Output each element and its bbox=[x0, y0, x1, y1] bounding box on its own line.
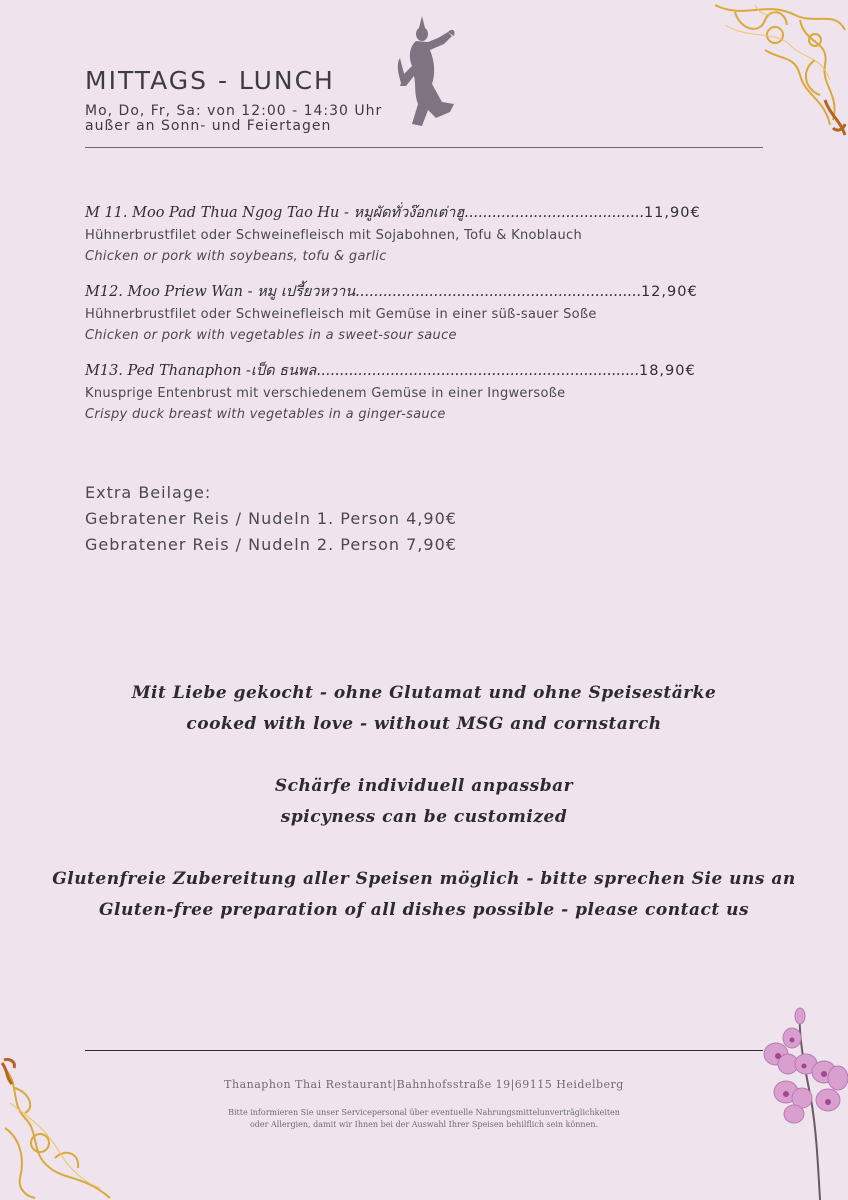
footer-divider bbox=[85, 1050, 763, 1051]
dish-price: 18,90€ bbox=[638, 363, 696, 379]
note-gluten-de: Glutenfreie Zubereitung aller Speisen möglich - bitte sprechen Sie uns an bbox=[52, 869, 796, 889]
dot-leader: ....................................... bbox=[464, 205, 644, 221]
menu-item-title bbox=[85, 203, 775, 223]
dish-price: 11,90€ bbox=[643, 205, 701, 221]
kitchen-notes bbox=[0, 678, 848, 926]
page-title: MITTAGS - LUNCH bbox=[85, 66, 335, 95]
dish-name: M12. Moo Priew Wan - หมู เปรี้ยวหวาน bbox=[85, 284, 356, 300]
hours-exception: außer an Sonn- und Feiertagen bbox=[85, 118, 332, 134]
gold-ornament-bottom-left bbox=[0, 1058, 120, 1200]
note-gluten-en: Gluten-free preparation of all dishes possible - please contact us bbox=[98, 900, 750, 920]
allergy-notice-line: Bitte informieren Sie unser Servicepersonal über eventuelle Nahrungsmittelunverträglichkeiten bbox=[228, 1108, 620, 1117]
hours-days: Mo, Do, Fr, Sa: von 12:00 - 14:30 Uhr bbox=[85, 103, 383, 119]
note-love-de: Mit Liebe gekocht - ohne Glutamat und ohne Speisestärke bbox=[131, 683, 717, 703]
menu-item-title bbox=[85, 282, 775, 302]
menu-item bbox=[85, 282, 775, 344]
extras-heading: Extra Beilage: bbox=[85, 483, 212, 502]
dish-description-en: Chicken or pork with vegetables in a sweet-sour sauce bbox=[85, 328, 457, 343]
dish-description-en: Chicken or pork with soybeans, tofu & garlic bbox=[85, 249, 387, 264]
dish-description-de: Knusprige Entenbrust mit verschiedenem Gemüse in einer Ingwersoße bbox=[85, 386, 566, 401]
gold-ornament-top-right bbox=[705, 0, 848, 140]
extra-sides bbox=[85, 480, 457, 558]
dish-name: M 11. Moo Pad Thua Ngog Tao Hu - หมูผัดทั่วง๊อกเต่าฮู bbox=[85, 205, 465, 221]
dish-description-de: Hühnerbrustfilet oder Schweinefleisch mit Sojabohnen, Tofu & Knoblauch bbox=[85, 228, 583, 243]
note-spice-en: spicyness can be customized bbox=[280, 807, 568, 827]
orchid-flowers-icon bbox=[758, 1004, 848, 1200]
dish-price: 12,90€ bbox=[640, 284, 698, 300]
allergy-notice-line: oder Allergien, damit wir Ihnen bei der Auswahl Ihrer Speisen behilflich sein können. bbox=[249, 1120, 599, 1129]
dish-name: M13. Ped Thanaphon -เป็ด ธนพล bbox=[85, 363, 317, 379]
dot-leader: .............................................................. bbox=[355, 284, 641, 300]
opening-hours bbox=[85, 104, 382, 134]
footer bbox=[0, 1078, 848, 1131]
menu-item bbox=[85, 203, 775, 265]
menu-item-title bbox=[85, 361, 775, 381]
dish-description-en: Crispy duck breast with vegetables in a ginger-sauce bbox=[85, 407, 446, 422]
extras-line: Gebratener Reis / Nudeln 1. Person 4,90€ bbox=[85, 509, 457, 528]
note-love-en: cooked with love - without MSG and cornstarch bbox=[186, 714, 662, 734]
dot-leader: ...................................................................... bbox=[316, 363, 639, 379]
note-spice-de: Schärfe individuell anpassbar bbox=[274, 776, 574, 796]
header-divider bbox=[85, 147, 763, 148]
dish-description-de: Hühnerbrustfilet oder Schweinefleisch mit Gemüse in einer süß-sauer Soße bbox=[85, 307, 597, 322]
thai-dancer-icon bbox=[392, 14, 464, 132]
extras-line: Gebratener Reis / Nudeln 2. Person 7,90€ bbox=[85, 535, 457, 554]
allergy-notice bbox=[0, 1107, 848, 1131]
restaurant-address: Thanaphon Thai Restaurant|Bahnhofsstraße 19|69115 Heidelberg bbox=[224, 1078, 624, 1091]
menu-item bbox=[85, 361, 775, 423]
